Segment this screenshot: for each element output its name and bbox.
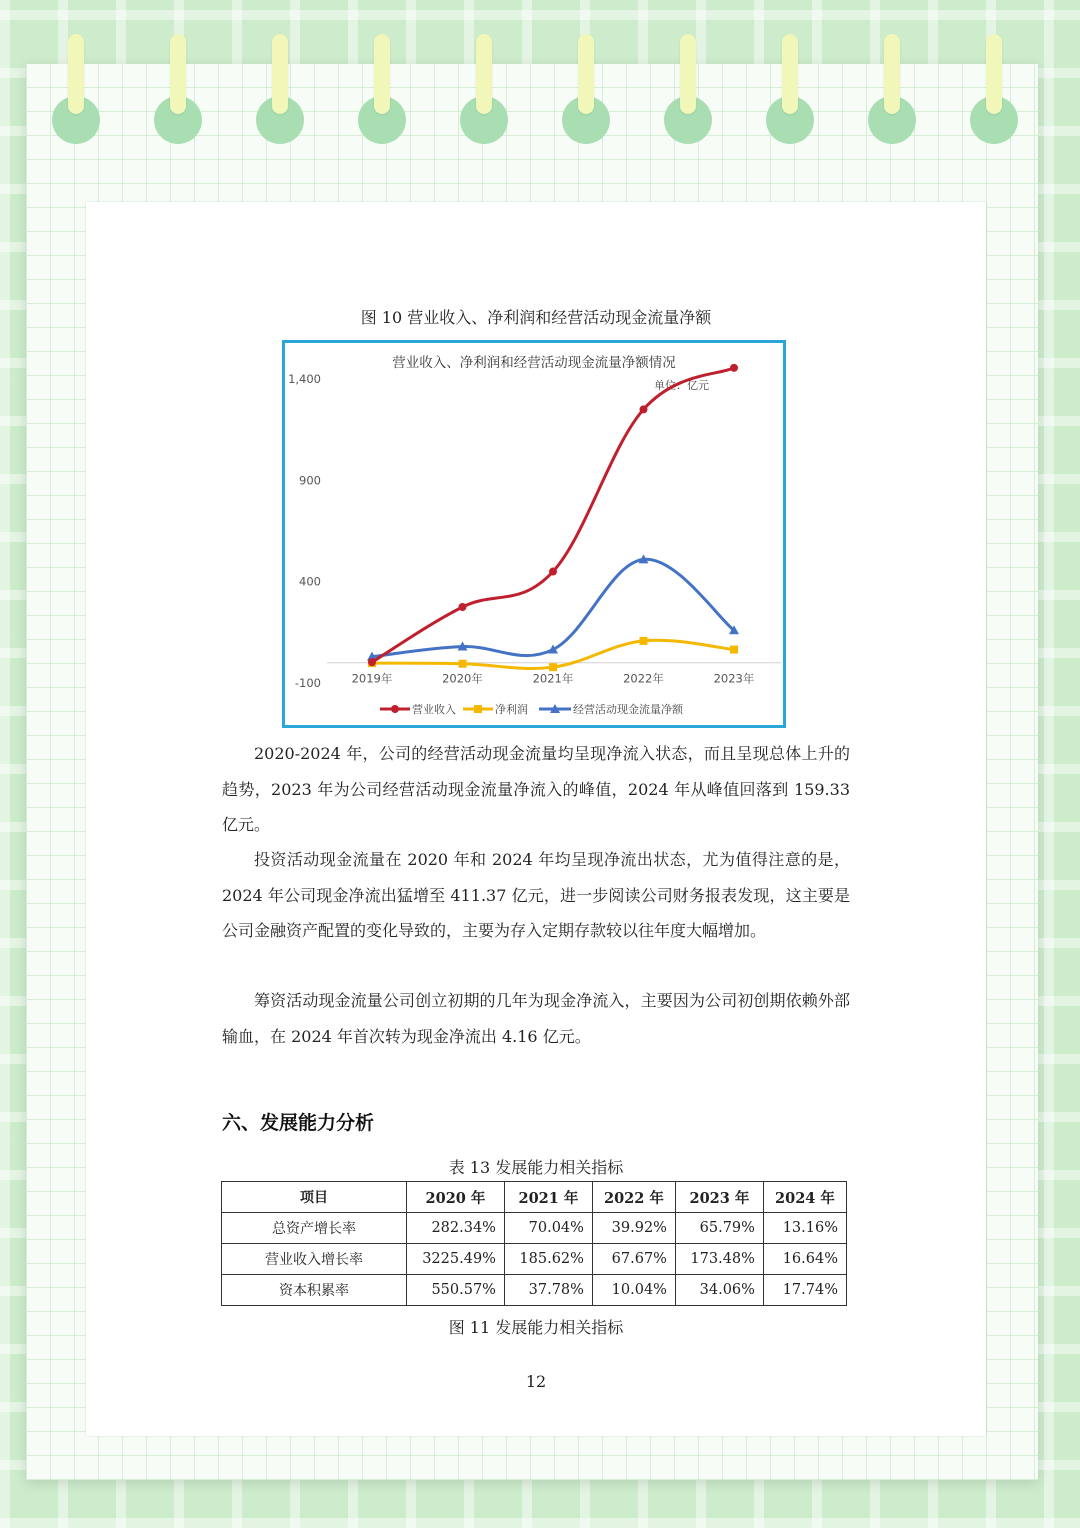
paragraph-investing-cashflow: 投资活动现金流量在 2020 年和 2024 年均呈现净流出状态，尤为值得注意的是，2024 年公司现金净流出猛增至 411.37 亿元，进一步阅读公司财务报表发现，这主要是公司金融资产配置的变化导致的，主要为存入定期存款较以往年度大幅增加。: [222, 850, 850, 940]
binder-ring: [170, 34, 186, 114]
data-point: [640, 405, 648, 413]
table-cell: 65.79%: [675, 1213, 763, 1244]
series-line: [372, 368, 734, 662]
x-tick-label: 2022年: [623, 671, 664, 686]
table-cell: 17.74%: [763, 1275, 846, 1306]
row-label: 总资产增长率: [222, 1213, 407, 1244]
table-cell: 185.62%: [504, 1244, 592, 1275]
binder-ring: [374, 34, 390, 114]
document-page: [86, 202, 986, 1436]
data-point: [640, 637, 648, 645]
development-indicators-table: [221, 1181, 847, 1306]
table-header-row: [222, 1182, 847, 1213]
table-cell: 173.48%: [675, 1244, 763, 1275]
header-2024: 2024 年: [763, 1182, 846, 1213]
table-caption: 表 13 发展能力相关指标: [448, 1158, 624, 1177]
x-tick-label: 2021年: [532, 671, 574, 686]
figure11-caption: 图 11 发展能力相关指标: [448, 1318, 624, 1337]
legend-label: 经营活动现金流量净额: [573, 703, 683, 716]
x-tick-label: 2019年: [351, 671, 393, 686]
data-point: [459, 660, 467, 668]
table-cell: 39.92%: [592, 1213, 675, 1244]
x-tick-label: 2023年: [713, 671, 755, 686]
legend-swatch-marker: [474, 705, 482, 713]
chart-svg: [285, 343, 783, 725]
chart-unit-label: 单位：亿元: [654, 379, 709, 392]
data-point: [549, 663, 557, 671]
table-row: [222, 1275, 847, 1306]
binder-ring: [680, 34, 696, 114]
header-item: 项目: [222, 1182, 407, 1213]
binder-ring: [884, 34, 900, 114]
legend-label: 净利润: [495, 703, 528, 716]
binder-ring: [782, 34, 798, 114]
page-number: 12: [525, 1372, 547, 1391]
table-cell: 70.04%: [504, 1213, 592, 1244]
paragraph-financing-cashflow: 筹资活动现金流量公司创立初期的几年为现金净流入，主要因为公司初创期依赖外部输血，在 2024 年首次转为现金净流出 4.16 亿元。: [222, 991, 850, 1046]
data-point: [549, 568, 557, 576]
figure-caption: 图 10 营业收入、净利润和经营活动现金流量净额: [360, 308, 712, 327]
binder-ring: [476, 34, 492, 114]
legend-label: 营业收入: [412, 703, 456, 716]
table-cell: 67.67%: [592, 1244, 675, 1275]
table-cell: 10.04%: [592, 1275, 675, 1306]
data-point: [459, 603, 467, 611]
y-tick-label: 900: [299, 473, 321, 488]
data-point: [730, 364, 738, 372]
legend-swatch-marker: [391, 705, 399, 713]
table-cell: 34.06%: [675, 1275, 763, 1306]
row-label: 营业收入增长率: [222, 1244, 407, 1275]
paragraph-operating-cashflow: 2020-2024 年，公司的经营活动现金流量均呈现净流入状态，而且呈现总体上升的趋势，2023 年为公司经营活动现金流量净流入的峰值，2024 年从峰值回落到 159.33 亿元。: [222, 744, 850, 834]
binder-ring: [986, 34, 1002, 114]
header-2023: 2023 年: [675, 1182, 763, 1213]
chart-title: 营业收入、净利润和经营活动现金流量净额情况: [392, 355, 676, 371]
table-row: [222, 1244, 847, 1275]
table-cell: 37.78%: [504, 1275, 592, 1306]
table-cell: 16.64%: [763, 1244, 846, 1275]
table-cell: 13.16%: [763, 1213, 846, 1244]
y-tick-label: 400: [299, 574, 321, 589]
x-tick-label: 2020年: [442, 671, 483, 686]
header-2020: 2020 年: [407, 1182, 505, 1213]
y-tick-label: -100: [294, 676, 321, 690]
data-point: [368, 658, 376, 666]
y-tick-label: 1,400: [288, 372, 321, 386]
binder-ring: [578, 34, 594, 114]
binder-ring: [68, 34, 84, 114]
table-cell: 3225.49%: [407, 1244, 505, 1275]
row-label: 资本积累率: [222, 1275, 407, 1306]
table-row: [222, 1213, 847, 1244]
header-2022: 2022 年: [592, 1182, 675, 1213]
table-cell: 282.34%: [407, 1213, 505, 1244]
header-2021: 2021 年: [504, 1182, 592, 1213]
section-heading: 六、发展能力分析: [222, 1112, 375, 1134]
table-cell: 550.57%: [407, 1275, 505, 1306]
binder-ring: [272, 34, 288, 114]
line-chart: [282, 340, 786, 728]
data-point: [730, 646, 738, 654]
